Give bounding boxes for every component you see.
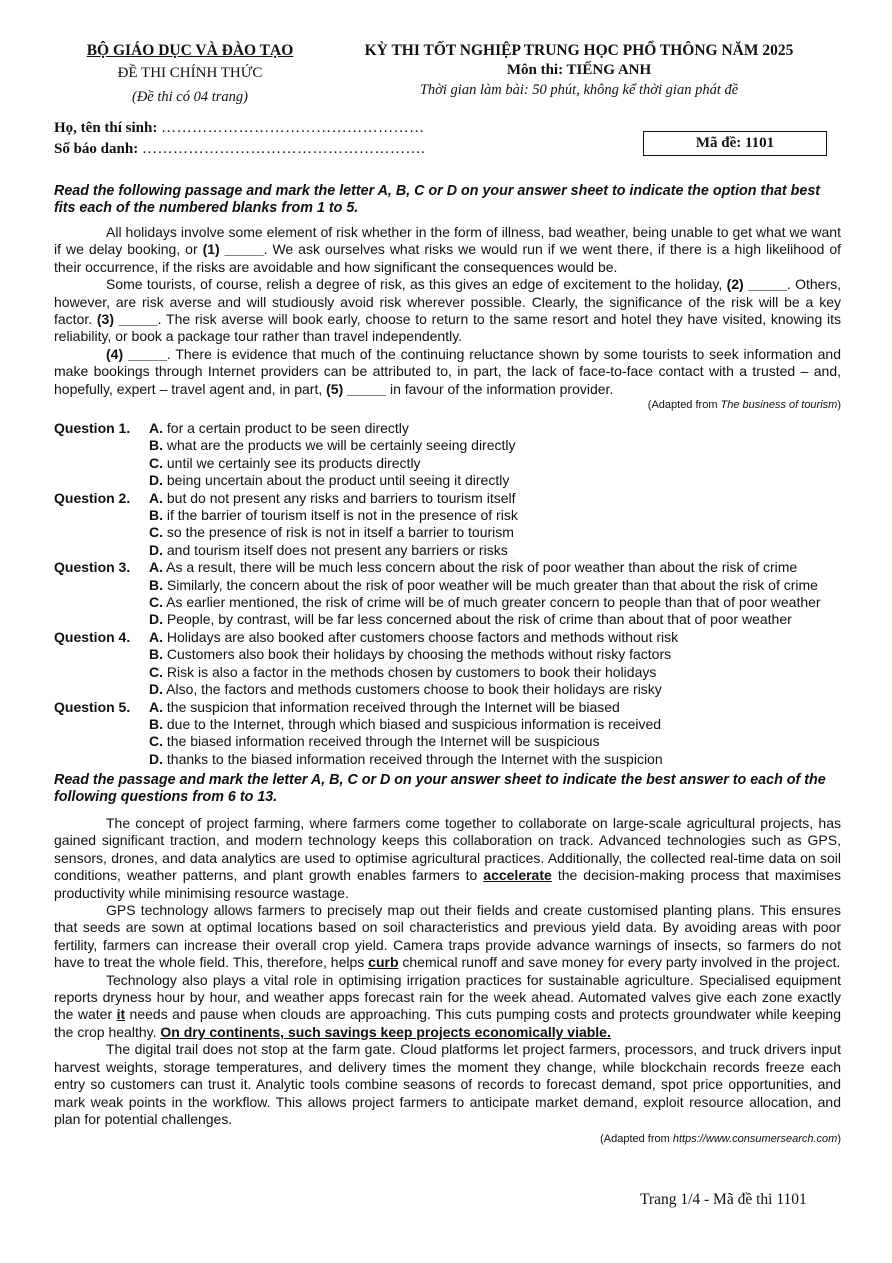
- section1-instruction: Read the following passage and mark the letter A, B, C or D on your answer sheet to indicate the option that best fits each of the numbered blanks from 1 to 5.: [54, 183, 821, 217]
- question-label: [54, 524, 149, 541]
- option-letter: D.: [149, 750, 163, 767]
- answer-option: [149, 455, 841, 472]
- questions-1-5: [54, 420, 841, 768]
- question-label: Question 4.: [54, 628, 131, 645]
- answer-option: [149, 646, 841, 663]
- option-text: As a result, there will be much less concern about the risk of poor weather than about the risk of crime: [163, 559, 798, 576]
- option-text: thanks to the biased information received through the Internet with the suspicion: [163, 750, 663, 767]
- question-5-option-row: [54, 716, 841, 733]
- answer-option: [149, 611, 841, 628]
- question-label: [54, 455, 149, 472]
- question-3-option-row: [54, 559, 841, 576]
- question-5-option-row: [54, 751, 841, 768]
- question-2-option-row: [54, 524, 841, 541]
- question-label: [54, 716, 149, 733]
- name-field[interactable]: ……………………………………………: [161, 120, 425, 136]
- passage1-paragraph-2: Some tourists, of course, relish a degree of risk, as this gives an edge of excitement to the holiday, (2) _____. Others, however, are risk averse and will studiously avoid risk wherever possible. Clearly, the significance of the risk will be a key factor. (3) _____. The risk averse will book early, choose to return to the same resort and hotel they have visited, knowing its reliability, or book a package tour rather than travel independently.: [54, 276, 842, 345]
- question-3-option-row: [54, 594, 841, 611]
- pages-note: (Đề thi có 04 trang): [132, 89, 248, 105]
- answer-option: [149, 733, 841, 750]
- option-text: for a certain product to be seen directly: [163, 420, 409, 436]
- name-label: Họ, tên thí sinh:: [54, 120, 158, 136]
- passage1-source: (Adapted from The business of tourism): [647, 399, 841, 412]
- option-letter: D.: [149, 541, 163, 558]
- option-text: As earlier mentioned, the risk of crime will be of much greater concern to people than that of poor weather: [163, 594, 821, 611]
- option-text: Also, the factors and methods customers choose to book their holidays are risky: [163, 681, 662, 698]
- option-text: until we certainly see its products directly: [163, 454, 421, 471]
- page-footer: Trang 1/4 - Mã đề thi 1101: [640, 1191, 807, 1208]
- question-3-option-row: [54, 611, 841, 628]
- question-label: [54, 507, 149, 524]
- option-letter: C.: [149, 454, 163, 471]
- answer-option: [149, 524, 841, 541]
- question-label: [54, 646, 149, 663]
- subject-label: Môn thi: TIẾNG ANH: [506, 62, 652, 78]
- question-label: [54, 437, 149, 454]
- passage1-paragraph-1: All holidays involve some element of risk whether in the form of illness, bad weather, being unable to get what we want if we delay booking, or (1) _____. We ask ourselves what risks we would run if we went there, if there is a high likelihood of their occurrence, if the risks are avoidable and how significant the consequences would be.: [54, 224, 841, 275]
- option-letter: A.: [149, 559, 163, 576]
- passage1-paragraph-3: (4) _____. There is evidence that much of the continuing reluctance shown by some tourists to seek information and make bookings through Internet providers can be attributed to, in part, the lack of face-to-face contact with a trusted – and, hopefully, expert – travel agent and, in part, (5) _____ in favour of the information provider.: [54, 345, 841, 397]
- question-label: Question 3.: [54, 559, 131, 576]
- passage2-source: (Adapted from https://www.consumersearch.com): [600, 1133, 841, 1146]
- word-it: it: [116, 1006, 126, 1023]
- answer-option: [149, 420, 841, 437]
- question-label: Question 1.: [54, 420, 131, 436]
- option-letter: B.: [149, 437, 163, 454]
- option-text: so the presence of risk is not in itself a barrier to tourism: [163, 524, 514, 541]
- passage2-paragraph-1: The concept of project farming, where farmers come together to collaborate on large-scale agricultural projects, has gained significant traction, and modern technology keeps this collaboration on track. Advanced technologies such as GPS, sensors, drones, and data analytics are used to optimise agricultural practices. Additionally, the collected real-time data on soil conditions, weather patterns, and plant growth enables farmers to accelerate the decision-making process that maximises productivity while minimising resource wastage.: [54, 815, 841, 901]
- answer-option: [149, 559, 841, 576]
- question-5-option-row: [54, 699, 841, 716]
- blank-1: (1) _____: [202, 241, 264, 258]
- answer-option: [149, 681, 841, 698]
- option-letter: C.: [149, 524, 163, 541]
- option-letter: C.: [149, 594, 163, 611]
- answer-option: [149, 542, 841, 559]
- option-text: due to the Internet, through which biased and suspicious information is received: [163, 715, 662, 732]
- question-label: [54, 577, 149, 594]
- section2-instruction: Read the passage and mark the letter A, B, C or D on your answer sheet to indicate the best answer to each of the following questions from 6 to 13.: [54, 772, 826, 806]
- question-label: [54, 472, 149, 489]
- blank-3: (3) _____: [96, 311, 158, 328]
- option-text: and tourism itself does not present any barriers or risks: [163, 541, 508, 558]
- option-letter: C.: [149, 663, 163, 680]
- option-text: the biased information received through the Internet will be suspicious: [163, 733, 600, 750]
- question-label: [54, 681, 149, 698]
- blank-4: (4) _____: [106, 345, 167, 362]
- question-1-option-row: [54, 420, 841, 437]
- option-text: being uncertain about the product until seeing it directly: [163, 472, 510, 489]
- option-letter: A.: [149, 628, 163, 645]
- option-letter: A.: [149, 489, 163, 506]
- question-1-option-row: [54, 437, 841, 454]
- answer-option: [149, 490, 841, 507]
- option-text: what are the products we will be certainly seeing directly: [163, 437, 516, 454]
- option-letter: D.: [149, 681, 163, 698]
- question-label: [54, 542, 149, 559]
- question-label: [54, 751, 149, 768]
- option-text: Similarly, the concern about the risk of poor weather will be much greater than that about the risk of crime: [163, 576, 818, 593]
- option-text: Holidays are also booked after customers choose factors and methods without risk: [163, 628, 679, 645]
- exam-title: KỲ THI TỐT NGHIỆP TRUNG HỌC PHỔ THÔNG NĂM 2025: [364, 42, 794, 59]
- id-line: [54, 139, 425, 160]
- blank-2: (2) _____: [726, 276, 787, 293]
- answer-option: [149, 507, 841, 524]
- answer-option: [149, 699, 841, 716]
- option-text: People, by contrast, will be far less concerned about the risk of crime than about that of poor weather: [163, 611, 792, 628]
- underlined-sentence: On dry continents, such savings keep projects economically viable.: [160, 1023, 611, 1040]
- question-label: [54, 664, 149, 681]
- option-letter: D.: [149, 611, 163, 628]
- option-text: the suspicion that information received through the Internet will be biased: [163, 698, 620, 715]
- option-letter: A.: [149, 420, 163, 436]
- option-letter: B.: [149, 576, 163, 593]
- id-label: Số báo danh:: [54, 141, 139, 157]
- answer-option: [149, 594, 841, 611]
- section1-passage: [54, 224, 841, 413]
- answer-option: [149, 472, 841, 489]
- question-2-option-row: [54, 490, 841, 507]
- question-4-option-row: [54, 681, 841, 698]
- section2-passage: [54, 815, 841, 1147]
- passage2-paragraph-2: GPS technology allows farmers to precisely map out their fields and create customised planting plans. This ensures that seeds are sown at optimal locations based on soil characteristics and previous yield data. By avoiding areas with poor fertility, farmers can increase their overall crop yield. Camera traps provide advance warnings of insects, so farmers do not have to treat the whole field. This, therefore, helps curb chemical runoff and save money for every party involved in the project.: [54, 902, 841, 971]
- candidate-info: [54, 118, 425, 160]
- option-letter: C.: [149, 733, 163, 750]
- option-text: if the barrier of tourism itself is not in the presence of risk: [163, 507, 518, 524]
- word-accelerate: accelerate: [483, 867, 552, 884]
- question-label: Question 5.: [54, 698, 131, 715]
- question-label: Question 2.: [54, 489, 131, 506]
- answer-option: [149, 751, 841, 768]
- question-2-option-row: [54, 542, 841, 559]
- question-2-option-row: [54, 507, 841, 524]
- name-line: [54, 118, 425, 139]
- blank-5: (5) _____: [326, 380, 387, 397]
- header-right: [340, 40, 818, 100]
- answer-option: [149, 577, 841, 594]
- ministry-name: BỘ GIÁO DỤC VÀ ĐÀO TẠO: [86, 42, 294, 59]
- option-text: Customers also book their holidays by choosing the methods without risky factors: [163, 646, 672, 663]
- question-label: [54, 611, 149, 628]
- option-letter: B.: [149, 715, 163, 732]
- time-label: Thời gian làm bài: 50 phút, không kể thời gian phát đề: [419, 82, 739, 98]
- passage2-paragraph-3: Technology also plays a vital role in optimising irrigation practices for sustainable agriculture. Specialised equipment reports dryness hour by hour, and weather apps forecast rain for the week ahead. Automated valves give each zone exactly the water it needs and pause when clouds are approaching. This cuts pumping costs and protects groundwater while keeping the crop healthy. On dry continents, such savings keep projects economically viable.: [54, 971, 841, 1040]
- question-label: [54, 594, 149, 611]
- option-letter: B.: [149, 507, 163, 524]
- option-letter: B.: [149, 646, 163, 663]
- option-text: Risk is also a factor in the methods chosen by customers to book their holidays: [163, 663, 657, 680]
- option-text: but do not present any risks and barriers to tourism itself: [163, 489, 516, 506]
- question-1-option-row: [54, 472, 841, 489]
- question-label: [54, 733, 149, 750]
- question-5-option-row: [54, 733, 841, 750]
- header-left: [56, 40, 324, 109]
- option-letter: A.: [149, 698, 163, 715]
- question-4-option-row: [54, 646, 841, 663]
- word-curb: curb: [368, 954, 399, 971]
- question-1-option-row: [54, 455, 841, 472]
- passage2-paragraph-4: The digital trail does not stop at the farm gate. Cloud platforms let project farmers, processors, and truck drivers input harvest weights, storage temperatures, and delivery times the moment they change, while blockchain records freeze each entry so customers can trust it. Analytic tools combine seasons of records to forecast demand, spot price opportunities, and mark weak points in the workflow. This allows project farmers to anticipate market demand, exploit resource allocation, and plan for potential challenges.: [54, 1041, 841, 1127]
- answer-option: [149, 716, 841, 733]
- question-4-option-row: [54, 629, 841, 646]
- answer-option: [149, 664, 841, 681]
- question-4-option-row: [54, 664, 841, 681]
- exam-code-box: Mã đề: 1101: [643, 131, 827, 156]
- option-letter: D.: [149, 472, 163, 489]
- question-3-option-row: [54, 577, 841, 594]
- official-label: ĐỀ THI CHÍNH THỨC: [117, 65, 263, 81]
- answer-option: [149, 629, 841, 646]
- answer-option: [149, 437, 841, 454]
- id-field[interactable]: ……………………………………………….: [141, 141, 426, 157]
